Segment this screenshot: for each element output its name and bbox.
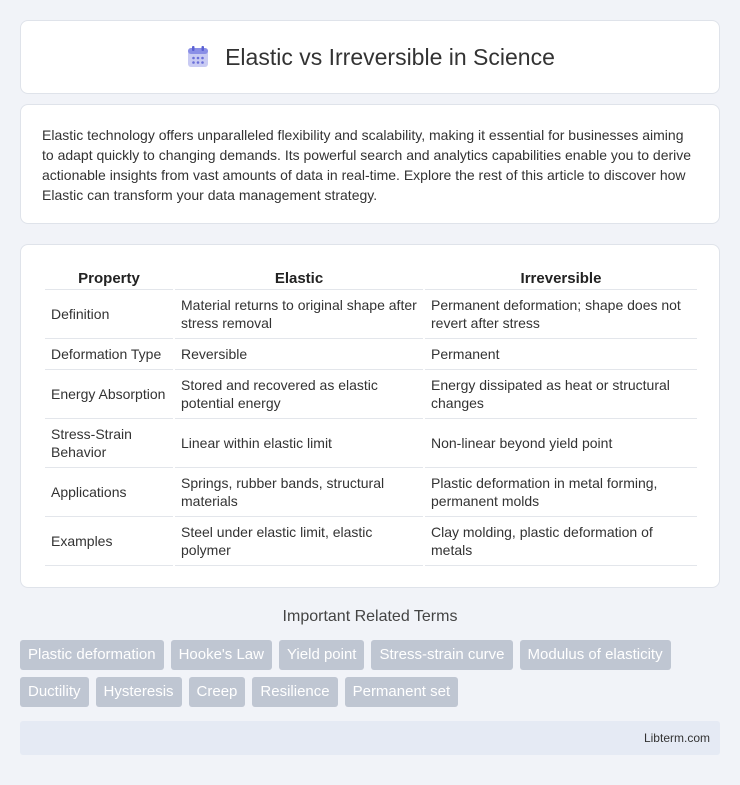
- related-term-tag[interactable]: Permanent set: [345, 677, 459, 707]
- property-cell: Energy Absorption: [45, 370, 173, 419]
- related-term-tag[interactable]: Modulus of elasticity: [520, 640, 671, 670]
- column-header-elastic: Elastic: [175, 265, 423, 290]
- related-term-tag[interactable]: Hysteresis: [96, 677, 182, 707]
- irreversible-cell: Clay molding, plastic deformation of metals: [425, 517, 697, 566]
- page-title: Elastic vs Irreversible in Science: [225, 43, 555, 70]
- elastic-cell: Linear within elastic limit: [175, 419, 423, 468]
- property-cell: Stress-Strain Behavior: [45, 419, 173, 468]
- irreversible-cell: Plastic deformation in metal forming, permanent molds: [425, 468, 697, 517]
- related-term-tag[interactable]: Resilience: [252, 677, 337, 707]
- related-term-tag[interactable]: Plastic deformation: [20, 640, 164, 670]
- table-row: [45, 517, 697, 566]
- irreversible-cell: Permanent deformation; shape does not revert after stress: [425, 290, 697, 339]
- table-row: [45, 290, 697, 339]
- column-header-irreversible: Irreversible: [425, 265, 697, 290]
- elastic-cell: Springs, rubber bands, structural materials: [175, 468, 423, 517]
- irreversible-cell: Permanent: [425, 339, 697, 370]
- column-header-property: Property: [45, 265, 173, 290]
- intro-paragraph: Elastic technology offers unparalleled flexibility and scalability, making it essential for businesses aiming to adapt quickly to changing demands. Its powerful search and analytics capabilities enable you to derive actionable insights from vast amounts of data in real-time. Explore the rest of this article to discover how Elastic can transform your data management strategy.: [42, 127, 692, 203]
- related-term-tag[interactable]: Creep: [189, 677, 246, 707]
- footer-site-link[interactable]: Libterm.com: [643, 731, 710, 745]
- property-cell: Deformation Type: [45, 339, 173, 370]
- property-cell: Applications: [45, 468, 173, 517]
- table-header-row: [45, 265, 697, 290]
- elastic-cell: Steel under elastic limit, elastic polymer: [175, 517, 423, 566]
- footer: [20, 721, 720, 755]
- irreversible-cell: Energy dissipated as heat or structural changes: [425, 370, 697, 419]
- elastic-cell: Stored and recovered as elastic potential energy: [175, 370, 423, 419]
- related-term-tag[interactable]: Ductility: [20, 677, 89, 707]
- related-term-tag[interactable]: Hooke's Law: [171, 640, 272, 670]
- related-term-tag[interactable]: Yield point: [279, 640, 365, 670]
- related-terms-list: [20, 640, 720, 714]
- property-cell: Definition: [45, 290, 173, 339]
- calendar-icon: [185, 44, 211, 70]
- irreversible-cell: Non-linear beyond yield point: [425, 419, 697, 468]
- elastic-cell: Material returns to original shape after stress removal: [175, 290, 423, 339]
- table-row: [45, 370, 697, 419]
- property-cell: Examples: [45, 517, 173, 566]
- related-terms-title: Important Related Terms: [282, 608, 458, 625]
- tag-row: [20, 677, 720, 707]
- related-term-tag[interactable]: Stress-strain curve: [371, 640, 512, 670]
- comparison-card: [20, 244, 720, 588]
- table-row: [45, 419, 697, 468]
- comparison-table: [43, 265, 699, 566]
- title-wrap: [185, 44, 555, 71]
- tag-row: [20, 640, 720, 670]
- intro-card: [20, 104, 720, 224]
- table-row: [45, 339, 697, 370]
- table-row: [45, 468, 697, 517]
- elastic-cell: Reversible: [175, 339, 423, 370]
- title-card: [20, 20, 720, 94]
